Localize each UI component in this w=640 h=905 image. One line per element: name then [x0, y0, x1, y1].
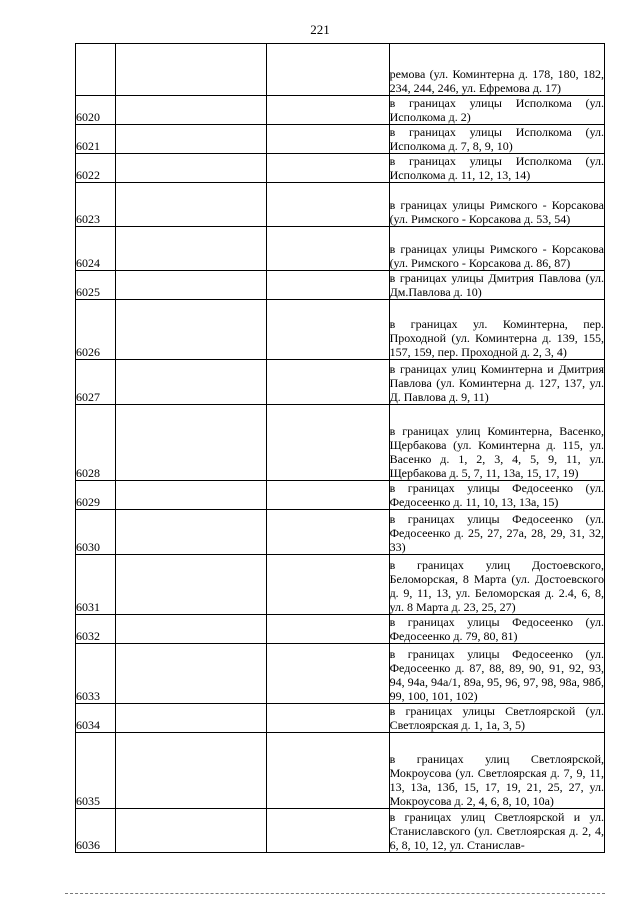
row-description: в границах улиц Коминтерна, Васенко, Щербакова (ул. Коминтерна д. 115, ул. Васенко д. 1, 2, 3, 4, 5, 9, 11, ул. Щербакова д. 5, 7, 11, 13а, 15, 17, 19): [389, 405, 604, 481]
empty-cell: [267, 405, 389, 481]
empty-cell: [116, 96, 267, 125]
row-number: 6036: [76, 809, 116, 853]
empty-cell: [116, 733, 267, 809]
row-number: 6033: [76, 644, 116, 704]
empty-cell: [116, 227, 267, 271]
row-description: в границах улицы Исполкома (ул. Исполкома д. 7, 8, 9, 10): [389, 125, 604, 153]
table-row: [76, 96, 605, 125]
table-row: [76, 481, 605, 510]
empty-cell: [267, 809, 389, 853]
empty-cell: [267, 227, 389, 271]
empty-cell: [116, 360, 267, 405]
row-number: 6024: [76, 227, 116, 271]
row-description: в границах улиц Светлоярской и ул. Станиславского (ул. Светлоярская д. 2, 4, 6, 8, 10, 12, ул. Станислав-: [389, 810, 604, 852]
row-description: в границах улицы Федосеенко (ул. Федосеенко д. 87, 88, 89, 90, 91, 92, 93, 94, 94а, 94а/1, 89а, 95, 96, 97, 98, 98а, 98б, 99, 100, 101, 102): [389, 644, 604, 704]
row-number: 6029: [76, 481, 116, 510]
table-row: [76, 555, 605, 615]
empty-cell: [267, 360, 389, 405]
empty-cell: [116, 44, 267, 96]
empty-cell: [267, 125, 389, 154]
row-number: 6025: [76, 271, 116, 300]
row-number: 6031: [76, 555, 116, 615]
row-number: 6021: [76, 125, 116, 154]
table-row: [76, 360, 605, 405]
page-number: 221: [310, 22, 330, 37]
empty-cell: [116, 125, 267, 154]
empty-cell: [267, 271, 389, 300]
table-row: [76, 733, 605, 809]
table-row: [76, 300, 605, 360]
empty-cell: [116, 809, 267, 853]
empty-cell: [116, 481, 267, 510]
row-description: в границах улицы Римского - Корсакова (ул. Римского - Корсакова д. 53, 54): [389, 183, 604, 227]
empty-cell: [267, 300, 389, 360]
row-number: 6023: [76, 183, 116, 227]
row-description: в границах улицы Исполкома (ул. Исполкома д. 11, 12, 13, 14): [389, 154, 604, 182]
empty-cell: [116, 510, 267, 555]
empty-cell: [267, 615, 389, 644]
row-number: 6035: [76, 733, 116, 809]
empty-cell: [116, 704, 267, 733]
empty-cell: [267, 183, 389, 227]
row-number: 6027: [76, 360, 116, 405]
address-table-body: [76, 44, 605, 853]
row-description: в границах улиц Достоевского, Беломорская, 8 Марта (ул. Достоевского д. 9, 11, 13, ул. Беломорская д. 2.4, 6, 8, ул. 8 Марта д. 23, 25, 27): [389, 555, 604, 615]
empty-cell: [116, 300, 267, 360]
row-number: [76, 44, 116, 96]
row-number: 6020: [76, 96, 116, 125]
table-row: [76, 405, 605, 481]
table-row: [76, 510, 605, 555]
empty-cell: [116, 644, 267, 704]
empty-cell: [116, 555, 267, 615]
table-row: [76, 704, 605, 733]
row-description: ремова (ул. Коминтерна д. 178, 180, 182, 234, 244, 246, ул. Ефремова д. 17): [389, 44, 604, 96]
table-row: [76, 125, 605, 154]
row-number: 6034: [76, 704, 116, 733]
row-number: 6026: [76, 300, 116, 360]
row-number: 6030: [76, 510, 116, 555]
row-description: в границах улицы Дмитрия Павлова (ул. Дм.Павлова д. 10): [389, 271, 604, 299]
empty-cell: [267, 733, 389, 809]
empty-cell: [267, 644, 389, 704]
table-row: [76, 644, 605, 704]
row-number: 6022: [76, 154, 116, 183]
row-description: в границах улицы Римского - Корсакова (ул. Римского - Корсакова д. 86, 87): [389, 227, 604, 271]
empty-cell: [116, 154, 267, 183]
empty-cell: [116, 615, 267, 644]
empty-cell: [267, 44, 389, 96]
table-row: [76, 44, 605, 96]
bottom-rule: [65, 893, 605, 894]
empty-cell: [116, 405, 267, 481]
empty-cell: [267, 154, 389, 183]
empty-cell: [267, 555, 389, 615]
row-description: в границах улицы Исполкома (ул. Исполкома д. 2): [389, 96, 604, 124]
table-row: [76, 809, 605, 853]
row-number: 6032: [76, 615, 116, 644]
empty-cell: [267, 704, 389, 733]
row-description: в границах улицы Федосеенко (ул. Федосеенко д. 11, 10, 13, 13а, 15): [389, 481, 604, 509]
table-row: [76, 183, 605, 227]
row-number: 6028: [76, 405, 116, 481]
row-description: в границах улицы Федосеенко (ул. Федосеенко д. 79, 80, 81): [389, 615, 604, 643]
row-description: в границах ул. Коминтерна, пер. Проходной (ул. Коминтерна д. 139, 155, 157, 159, пер. Проходной д. 2, 3, 4): [389, 300, 604, 360]
table-row: [76, 154, 605, 183]
empty-cell: [267, 96, 389, 125]
table-row: [76, 227, 605, 271]
row-description: в границах улицы Федосеенко (ул. Федосеенко д. 25, 27, 27а, 28, 29, 31, 32, 33): [389, 510, 604, 555]
table-row: [76, 615, 605, 644]
empty-cell: [267, 510, 389, 555]
empty-cell: [116, 183, 267, 227]
row-description: в границах улиц Коминтерна и Дмитрия Павлова (ул. Коминтерна д. 127, 137, ул. Д. Павлова д. 9, 11): [389, 360, 604, 405]
empty-cell: [267, 481, 389, 510]
address-table: [75, 43, 605, 853]
row-description: в границах улицы Светлоярской (ул. Светлоярская д. 1, 1а, 3, 5): [389, 704, 604, 732]
empty-cell: [116, 271, 267, 300]
table-row: [76, 271, 605, 300]
row-description: в границах улиц Светлоярской, Мокроусова (ул. Светлоярская д. 7, 9, 11, 13, 13а, 13б, 15, 17, 19, 21, 25, 27, ул. Мокроусова д. 2, 4, 6, 8, 10, 10а): [389, 733, 604, 809]
